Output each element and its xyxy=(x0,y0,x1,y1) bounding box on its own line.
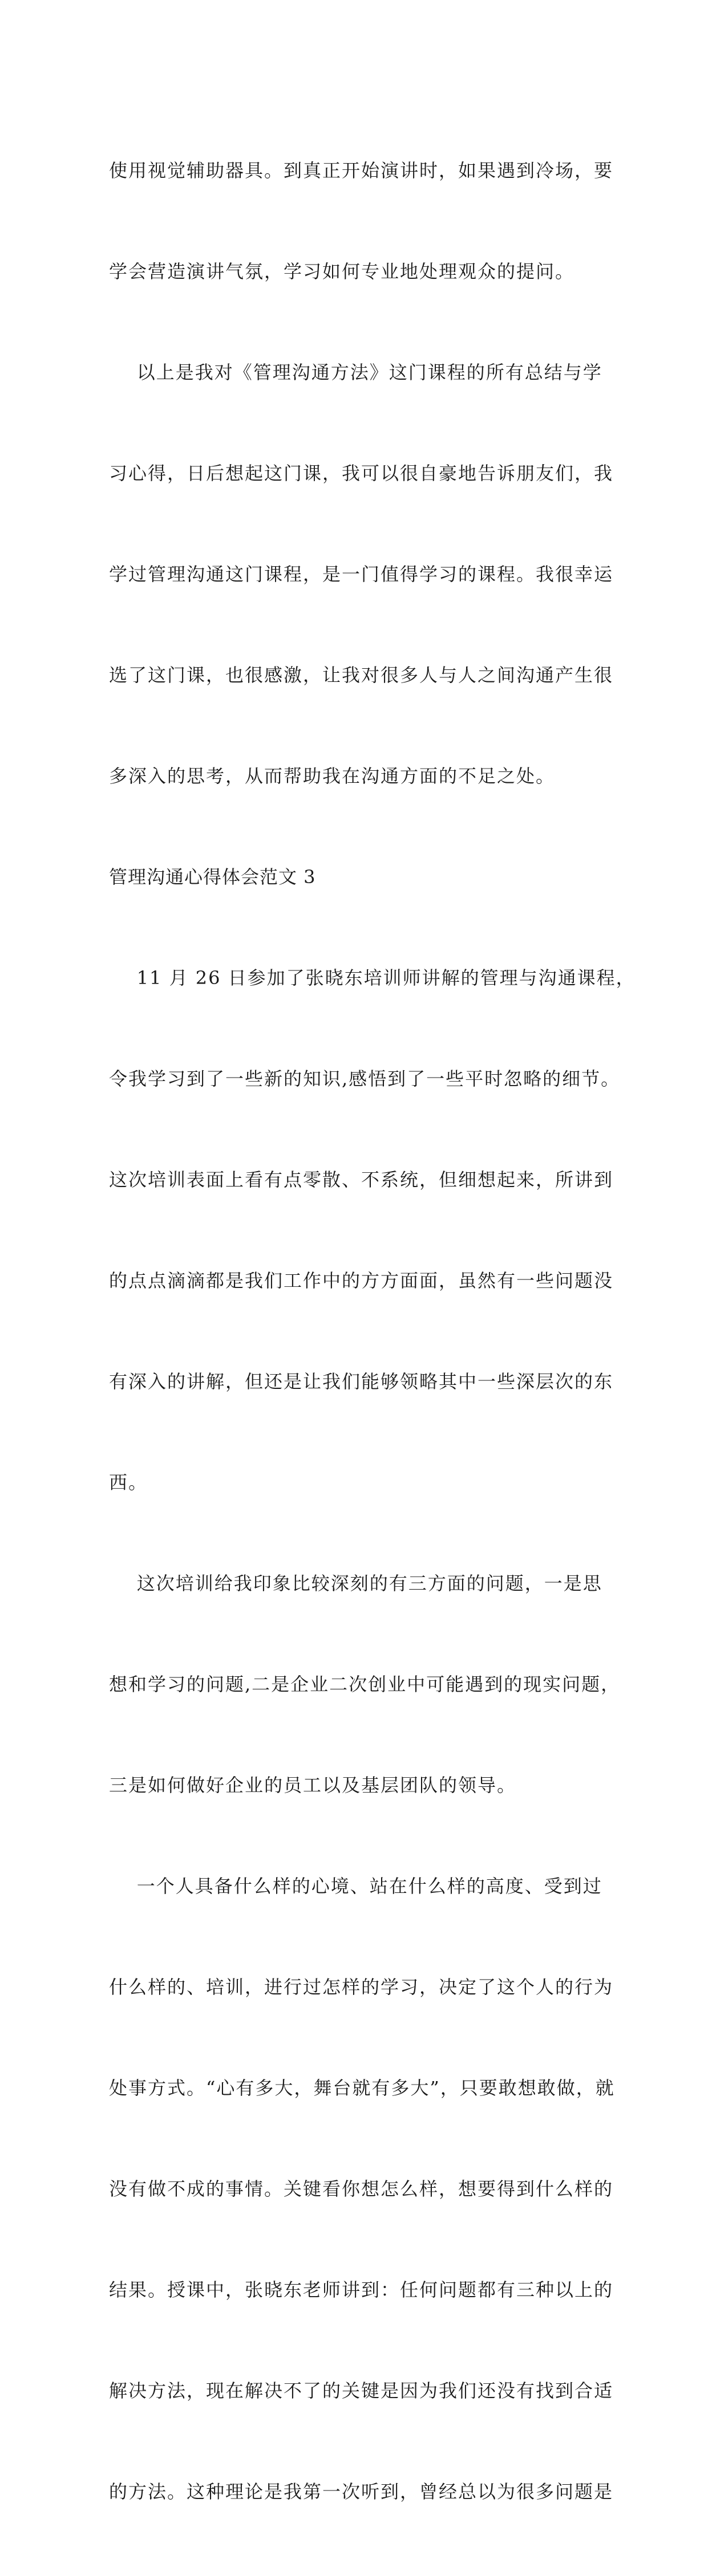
text-line: 处事方式。“心有多大，舞台就有多大”，只要敢想敢做，就 xyxy=(109,2077,615,2099)
text-line: 多深入的思考，从而帮助我在沟通方面的不足之处。 xyxy=(109,765,556,787)
text-line: 没有做不成的事情。关键看你想怎么样，想要得到什么样的 xyxy=(109,2178,614,2200)
section-heading: 管理沟通心得体会范文 3 xyxy=(109,866,316,888)
document-body xyxy=(109,87,636,2576)
text-line: 选了这门课，也很感激，让我对很多人与人之间沟通产生很 xyxy=(109,664,614,686)
text-line: 解决方法，现在解决不了的关键是因为我们还没有找到合适 xyxy=(109,2380,614,2402)
text-line: 11 月 26 日参加了张晓东培训师讲解的管理与沟通课程， xyxy=(109,967,636,989)
text-line: 使用视觉辅助器具。到真正开始演讲时，如果遇到冷场，要 xyxy=(109,160,614,181)
text-line: 西。 xyxy=(109,1472,148,1493)
text-line: 这次培训给我印象比较深刻的有三方面的问题，一是思 xyxy=(109,1573,602,1594)
text-line: 一个人具备什么样的心境、站在什么样的高度、受到过 xyxy=(109,1875,602,1897)
text-line: 的方法。这种理论是我第一次听到，曾经总以为很多问题是 xyxy=(109,2481,614,2502)
text-line: 令我学习到了一些新的知识,感悟到了一些平时忽略的细节。 xyxy=(109,1068,621,1090)
text-line: 这次培训表面上看有点零散、不系统，但细想起来，所讲到 xyxy=(109,1169,614,1191)
text-line: 学会营造演讲气氛，学习如何专业地处理观众的提问。 xyxy=(109,261,575,282)
text-line: 有深入的讲解，但还是让我们能够领略其中一些深层次的东 xyxy=(109,1371,614,1392)
text-line: 什么样的、培训，进行过怎样的学习，决定了这个人的行为 xyxy=(109,1976,614,1998)
text-line: 结果。授课中，张晓东老师讲到：任何问题都有三种以上的 xyxy=(109,2279,614,2301)
text-line: 以上是我对《管理沟通方法》这门课程的所有总结与学 xyxy=(109,361,602,383)
text-line: 想和学习的问题,二是企业二次创业中可能遇到的现实问题， xyxy=(109,1673,621,1695)
text-line: 学过管理沟通这门课程，是一门值得学习的课程。我很幸运 xyxy=(109,563,614,585)
text-line: 习心得，日后想起这门课，我可以很自豪地告诉朋友们，我 xyxy=(109,462,614,484)
text-line: 三是如何做好企业的员工以及基层团队的领导。 xyxy=(109,1774,517,1796)
text-line: 的点点滴滴都是我们工作中的方方面面，虽然有一些问题没 xyxy=(109,1270,614,1291)
